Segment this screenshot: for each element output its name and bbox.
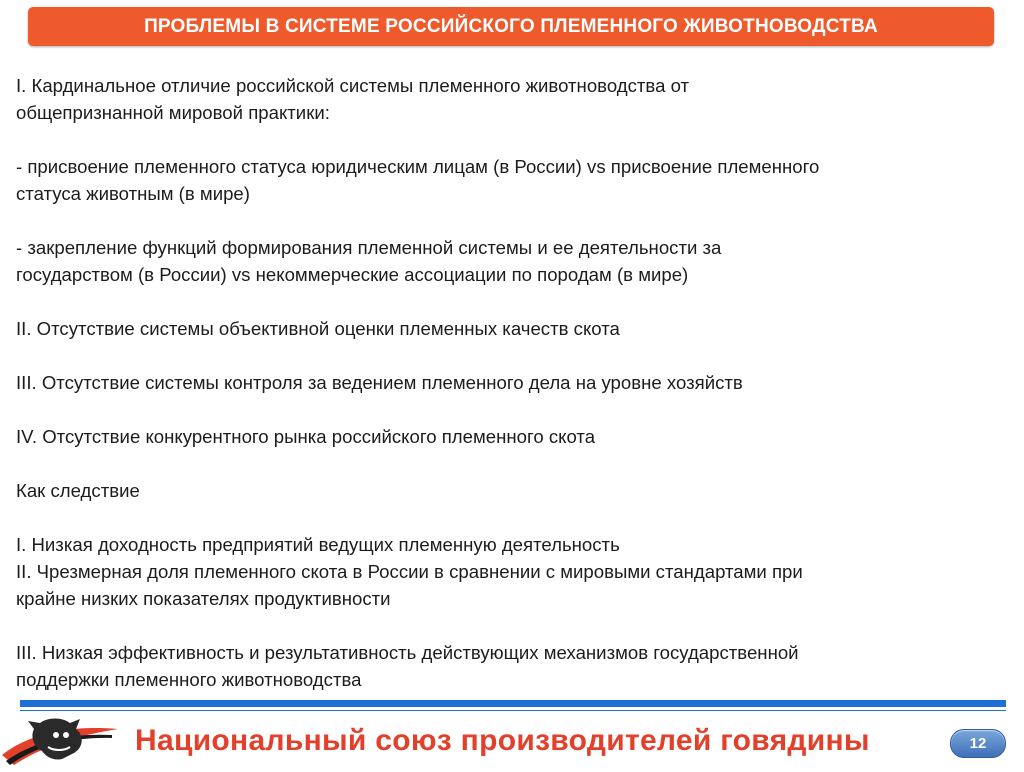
paragraph-10: III. Низкая эффективность и результативность действующих механизмов государственной поддержки племенного животноводства [16,642,799,690]
paragraph-7: Как следствие [16,480,140,501]
slide-body [16,72,1006,693]
footer-rule-thin [20,710,1006,711]
bull-logo-icon [0,715,128,767]
page-number: 12 [969,735,987,752]
paragraph-4: II. Отсутствие системы объективной оценки племенных качеств скота [16,318,620,339]
paragraph-5: III. Отсутствие системы контроля за ведением племенного дела на уровне хозяйств [16,372,743,393]
paragraph-8: I. Низкая доходность предприятий ведущих племенную деятельность [16,534,620,555]
title-banner [28,7,994,46]
paragraph-3: - закрепление функций формирования племенной системы и ее деятельности за государством (в России) vs некоммерческие ассоциации по породам (в мире) [16,237,722,285]
footer-rule-thick [20,700,1006,707]
footer-divider [20,700,1006,711]
paragraph-9: II. Чрезмерная доля племенного скота в России в сравнении с мировыми стандартами при крайне низких показателях продуктивности [16,561,803,609]
organization-name: Национальный союз производителей говядины [135,724,870,757]
paragraph-6: IV. Отсутствие конкурентного рынка российского племенного скота [16,426,596,447]
page-number-badge [950,729,1006,758]
slide-title: ПРОБЛЕМЫ В СИСТЕМЕ РОССИЙСКОГО ПЛЕМЕННОГО ЖИВОТНОВОДСТВА [144,15,878,37]
paragraph-2: - присвоение племенного статуса юридическим лицам (в России) vs присвоение племенного статуса животным (в мире) [16,156,820,204]
paragraph-1: I. Кардинальное отличие российской системы племенного животноводства от общепризнанной мировой практики: [16,75,690,123]
